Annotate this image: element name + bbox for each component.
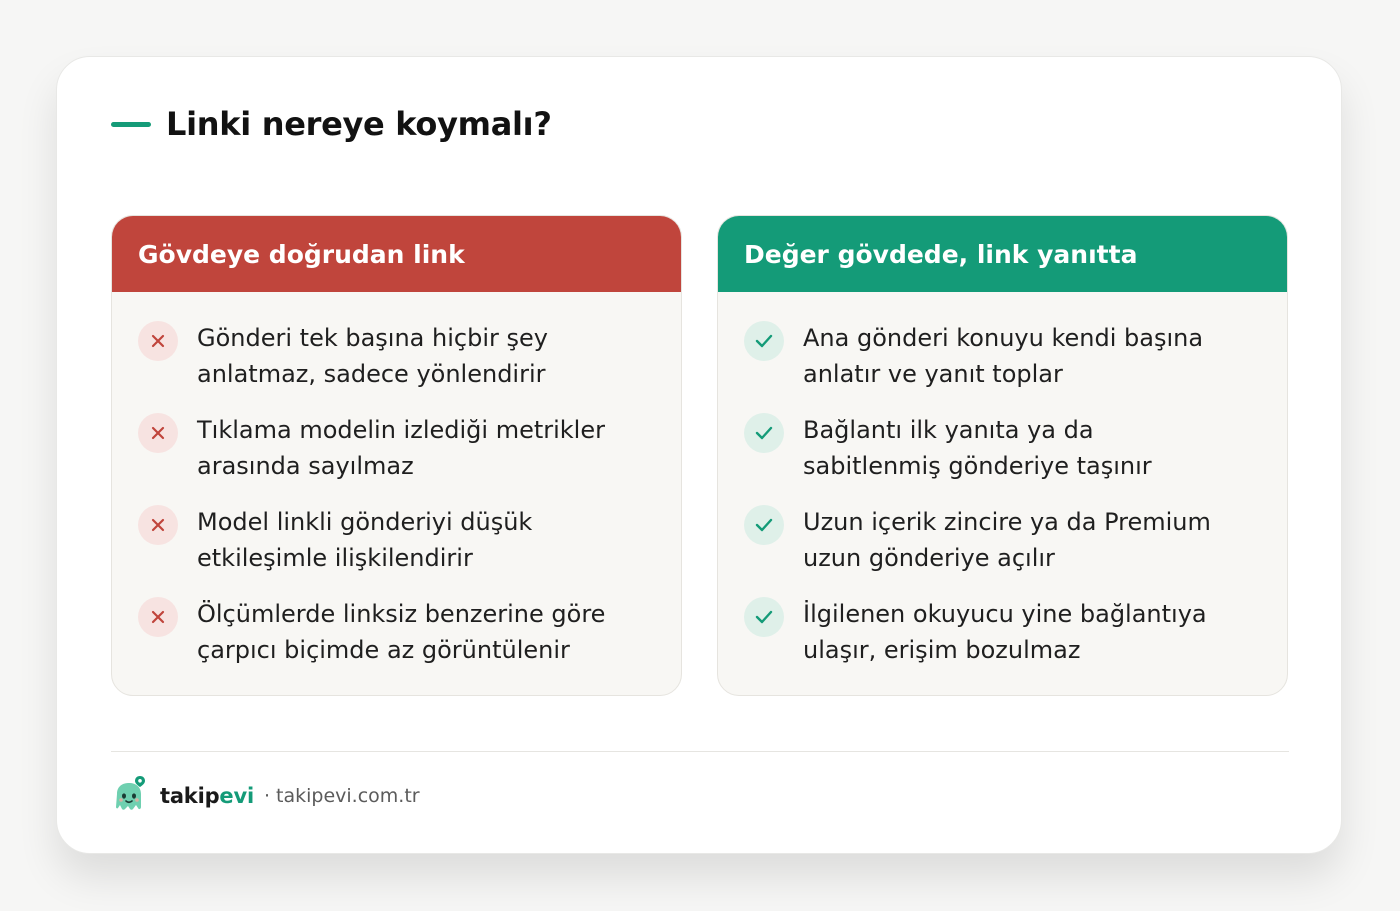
list-item (744, 596, 1261, 688)
site-url: · takipevi.com.tr (263, 785, 420, 807)
info-card (56, 56, 1342, 854)
panel-link-in-reply (717, 215, 1288, 696)
check-icon (744, 505, 784, 545)
title-row (111, 105, 552, 143)
panel-heading: Değer gövdede, link yanıtta (718, 216, 1287, 292)
brand-name: takipevi (160, 784, 254, 808)
footer (109, 774, 420, 818)
item-text: Ana gönderi konuyu kendi başına anlatır ve yanıt toplar (803, 324, 1204, 388)
list-item (138, 504, 655, 596)
page-title: Linki nereye koymalı? (166, 105, 552, 143)
x-icon (138, 413, 178, 453)
item-text: Gönderi tek başına hiçbir şey anlatmaz, sadece yönlendirir (197, 324, 548, 388)
item-text: İlgilenen okuyucu yine bağlantıya ulaşır, erişim bozulmaz (803, 600, 1207, 664)
title-accent-dash (111, 122, 151, 127)
check-icon (744, 597, 784, 637)
item-text: Tıklama modelin izlediği metrikler arasında sayılmaz (197, 416, 605, 480)
list-item (138, 412, 655, 504)
panel-heading: Gövdeye doğrudan link (112, 216, 681, 292)
list-item (744, 504, 1261, 596)
x-icon (138, 597, 178, 637)
list-item (138, 320, 655, 412)
panel-direct-link (111, 215, 682, 696)
item-list (112, 292, 681, 688)
list-item (744, 320, 1261, 412)
x-icon (138, 321, 178, 361)
item-list (718, 292, 1287, 688)
item-text: Ölçümlerde linksiz benzerine göre çarpıcı biçimde az görüntülenir (197, 600, 606, 664)
list-item (744, 412, 1261, 504)
x-icon (138, 505, 178, 545)
item-text: Model linkli gönderiyi düşük etkileşimle ilişkilendirir (197, 508, 533, 572)
item-text: Bağlantı ilk yanıta ya da sabitlenmiş gönderiye taşınır (803, 416, 1152, 480)
item-text: Uzun içerik zincire ya da Premium uzun gönderiye açılır (803, 508, 1211, 572)
mascot-icon (109, 774, 149, 818)
check-icon (744, 413, 784, 453)
list-item (138, 596, 655, 688)
footer-divider (111, 751, 1289, 752)
check-icon (744, 321, 784, 361)
